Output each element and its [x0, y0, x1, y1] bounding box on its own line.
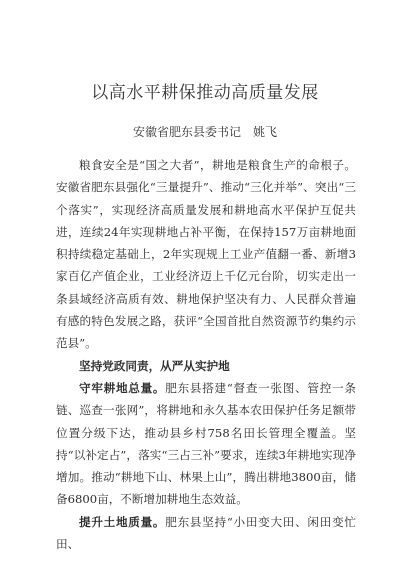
author-role: 安徽省肥东县委书记 — [132, 125, 241, 139]
paragraph-text: 肥东县搭建“督查一张图、管控一条链、巡查一张网”，将耕地和永久基本农田保护任务足额带位置分级下达，推动县乡村758名田长管理全覆盖。坚持“以补定占”，落实“三占三补”要求，连续3年耕地实现净增加。推动“耕地下山、林果上山”，腾出耕地3800亩，储备6800亩，不断增加耕地生态效益。 — [56, 380, 356, 507]
paragraph-text: 肥东县坚持“小田变大田、闲田变忙田、 — [56, 514, 356, 552]
article-body — [56, 154, 356, 555]
section-heading: 坚持党政同责，从严从实护地 — [79, 358, 230, 373]
paragraph-quality — [56, 511, 356, 556]
article-title: 以高水平耕保推动高质量发展 — [91, 83, 319, 103]
paragraph-intro: 粮食安全是“国之大者”，耕地是粮食生产的命根子。安徽省肥东县强化“三量提升”、推动“三化并举”、突出“三个落实”，实现经济高质量发展和耕地高水平保护互促共进，连续24年实现耕地占补平衡，在保持157万亩耕地面积持续稳定基础上，2年实现规上工业产值翻一番、新增3家百亿产值企业，工业经济迈上千亿元台阶，切实走出一条县域经济高质有效、耕地保护坚决有力、人民群众普遍有感的特色发展之路，获评“全国首批自然资源节约集约示范县”。 — [56, 158, 356, 351]
paragraph-total-amount — [56, 377, 356, 511]
paragraph-lead: 提升土地质量。 — [79, 514, 166, 529]
byline — [0, 123, 410, 140]
paragraph-lead: 守牢耕地总量。 — [79, 380, 166, 395]
author-name: 姚飞 — [253, 125, 278, 139]
